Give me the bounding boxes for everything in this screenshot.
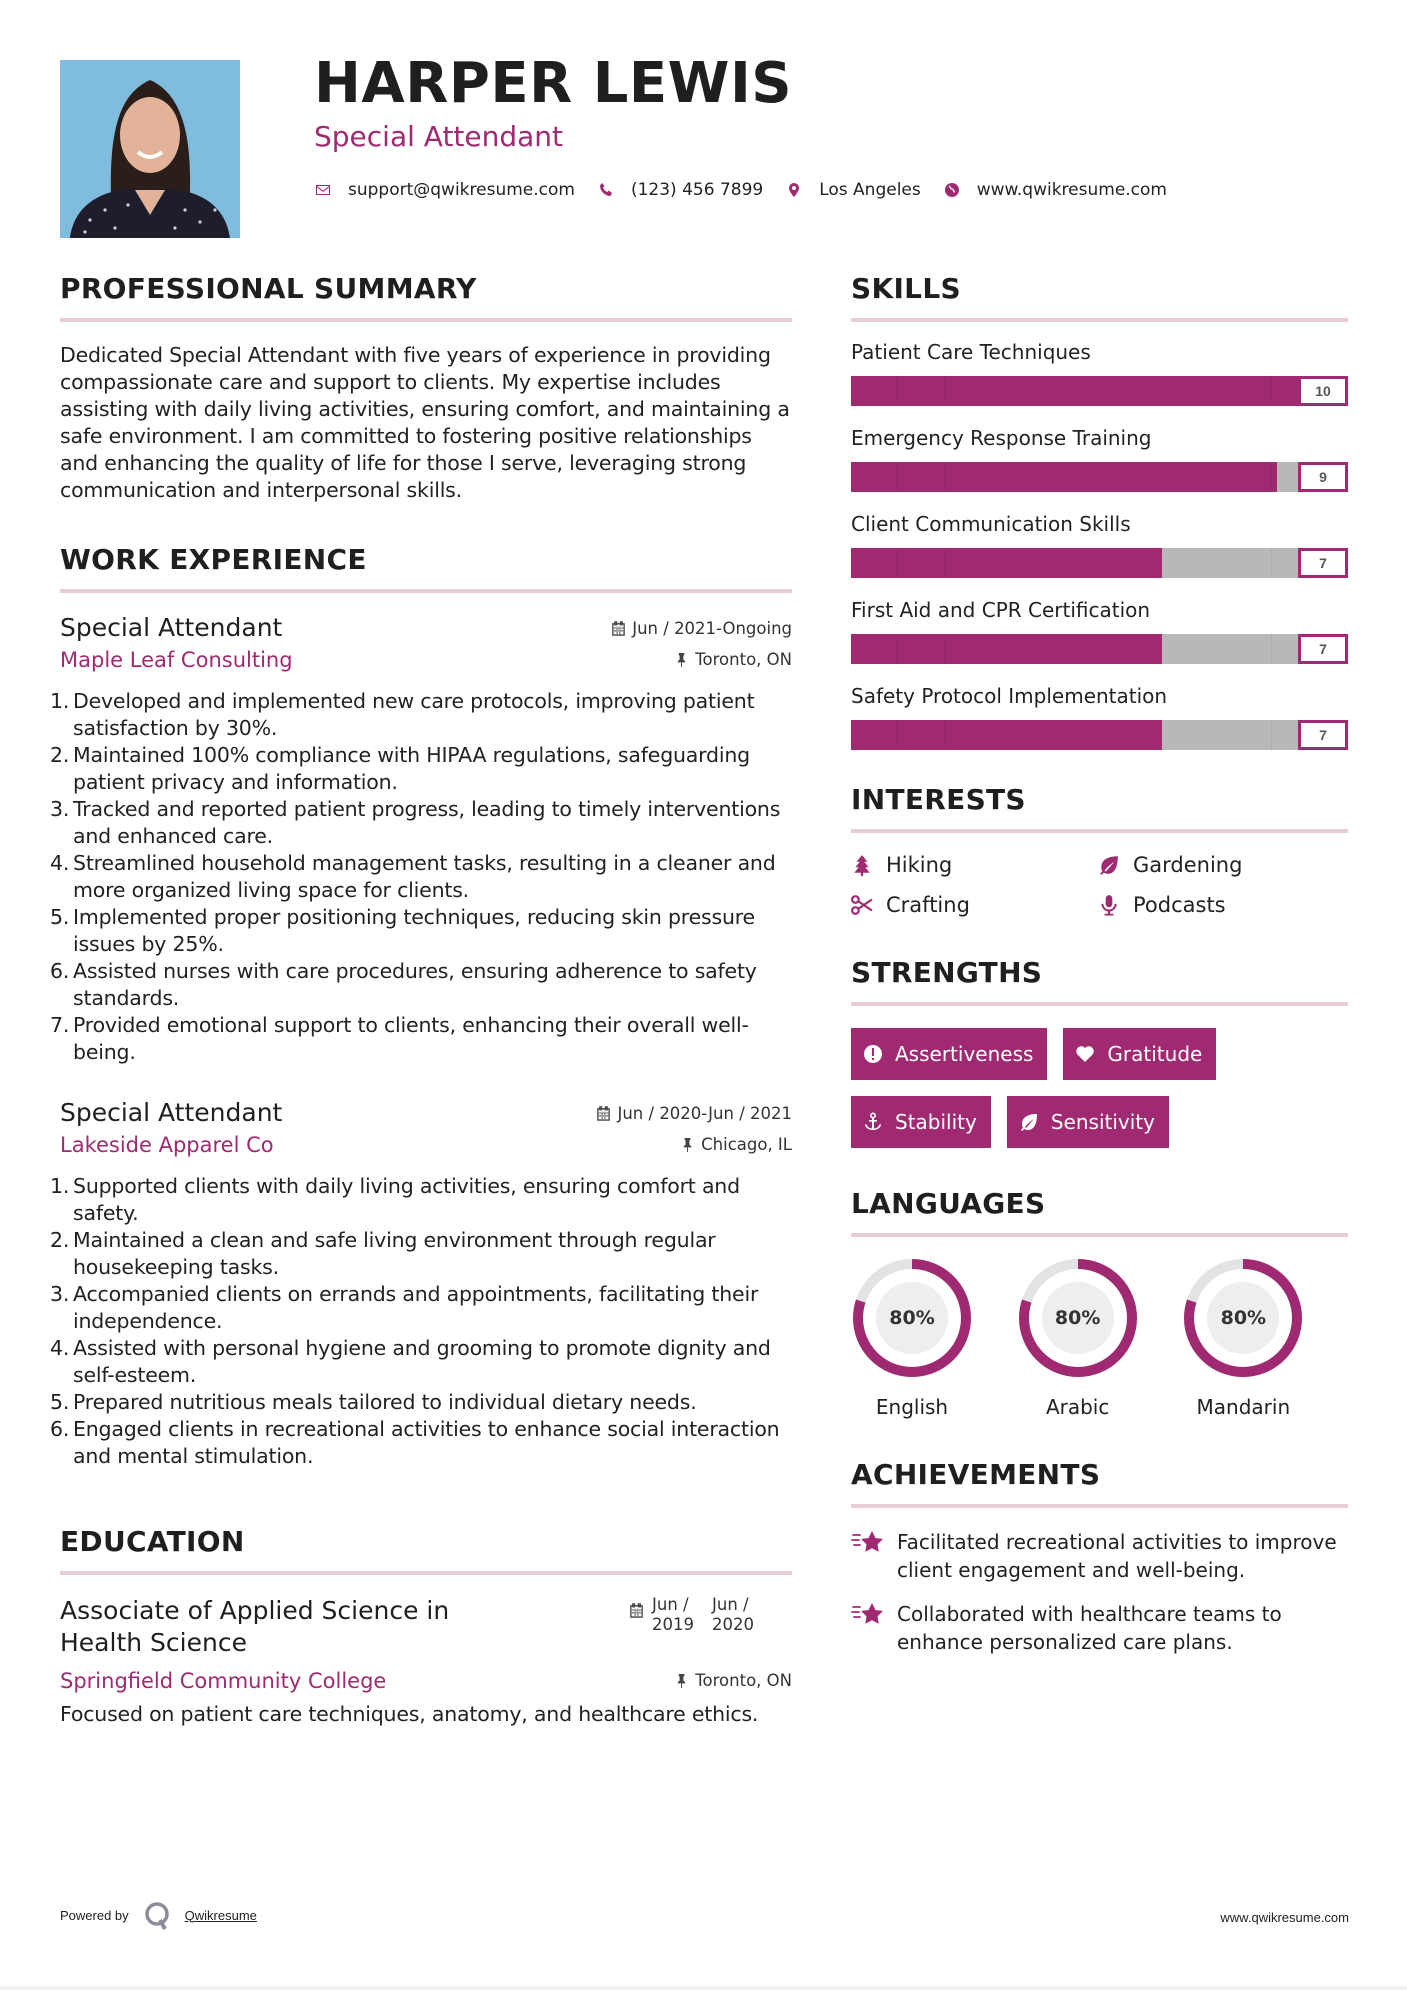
education-description: Focused on patient care techniques, anatomy, and healthcare ethics. [60,1702,759,1726]
skill-bar-fill [851,548,1162,578]
contact-location [785,180,921,200]
skill-name: First Aid and CPR Certification [851,598,1151,622]
contact-website-text: www.qwikresume.com [976,180,1167,200]
summary-text: Dedicated Special Attendant with five years of experience in providing compassionate care and support to clients. My expertise includes assisting with daily living activities, ensuring comfort, and maintaining a safe environment. I am committed to fostering positive relationships and enhancing the quality of life for those I serve, leveraging strong communication and interpersonal skills. [60,343,790,502]
footer-website-link[interactable]: www.qwikresume.com [1220,1910,1349,1925]
summary-heading: PROFESSIONAL SUMMARY [60,272,477,305]
skill-name: Safety Protocol Implementation [851,684,1168,708]
skill-bar-segment [944,634,945,664]
languages-heading: LANGUAGES [851,1187,1046,1220]
skill-item [851,514,1348,578]
skill-item [851,428,1348,492]
section-divider [851,1002,1348,1006]
section-divider [60,589,792,593]
job-bullet: 5. Prepared nutritious meals tailored to individual dietary needs. [50,1390,697,1414]
education-section [60,1525,792,1728]
job-date: Jun / 2020-Jun / 2021 [596,1104,792,1123]
section-divider [851,1504,1348,1508]
section-divider [851,1233,1348,1237]
job-bullet: 7. Provided emotional support to clients, enhancing their overall well-being. [50,1013,749,1064]
language-progress-ring [1182,1257,1304,1379]
job-title: Special Attendant [60,613,283,642]
language-item [851,1257,1017,1419]
job-title: Special Attendant [60,1098,283,1127]
skill-bar-segment [944,548,945,578]
job-bullet: 6. Engaged clients in recreational activities to enhance social interaction and mental stimulation. [50,1417,780,1468]
education-location: Toronto, ON [674,1671,792,1690]
skills-section [851,272,1348,750]
calendar-icon [611,621,626,636]
skill-bar-fill [851,634,1162,664]
degree-title: Associate of Applied Science in Health Science [60,1596,450,1657]
skill-bar-segment [896,634,897,664]
language-percent: 80% [889,1307,935,1329]
contact-location-text: Los Angeles [819,180,921,200]
education-dates [629,1595,772,1635]
languages-list [851,1257,1348,1419]
strength-badge: Gratitude [1063,1028,1216,1080]
skills-list [851,342,1348,750]
shooting-star-icon [851,1600,885,1628]
contact-email-text: support@qwikresume.com [348,180,575,200]
job-entry [50,613,792,1066]
experience-heading: WORK EXPERIENCE [60,543,367,576]
job-bullet: 1. Supported clients with daily living activities, ensuring comfort and safety. [50,1174,740,1225]
interests-section [851,783,1348,917]
summary-section [60,272,792,504]
exclamation-circle-icon [863,1044,883,1064]
skill-bar-segment [1271,376,1272,406]
job-bullet: 2. Maintained a clean and safe living environment through regular housekeeping tasks. [50,1228,716,1279]
education-start: Jun / 2019 [652,1595,694,1634]
achievement-item: Facilitated recreational activities to improve client engagement and well-being. [851,1528,1348,1584]
skill-bar-segment [1271,720,1272,750]
powered-by-label: Powered by [60,1907,129,1923]
interests-heading: INTERESTS [851,783,1026,816]
job-bullet: 3. Tracked and reported patient progress, leading to timely interventions and enhanced care. [50,797,781,848]
skill-bar-segment [896,548,897,578]
footer-powered-by [60,1900,257,1930]
job-bullet: 2. Maintained 100% compliance with HIPAA regulations, safeguarding patient privacy and information. [50,743,750,794]
skill-name: Emergency Response Training [851,426,1152,450]
skill-score: 10 [1298,376,1348,406]
calendar-icon [596,1106,611,1121]
language-item [1182,1257,1348,1419]
job-bullet: 4. Streamlined household management tasks, resulting in a cleaner and more organized living space for clients. [50,851,776,902]
skill-bar [851,376,1348,406]
achievements-section [851,1458,1348,1656]
interest-item: Podcasts [1098,893,1348,917]
skill-bar [851,548,1348,578]
job-bullet: 1. Developed and implemented new care protocols, improving patient satisfaction by 30%. [50,689,755,740]
strengths-heading: STRENGTHS [851,956,1043,989]
skill-score: 9 [1298,462,1348,492]
interest-item: Gardening [1098,853,1348,877]
language-name: Arabic [1045,1395,1110,1419]
microphone-icon [1098,894,1120,916]
skill-bar-segment [944,462,945,492]
skill-bar-segment [1271,462,1272,492]
profile-photo-image [60,60,240,238]
skill-bar [851,462,1348,492]
job-date: Jun / 2021-Ongoing [611,619,792,638]
qwikresume-logo-icon [143,1900,173,1930]
shooting-star-icon [851,1528,885,1556]
pushpin-icon [680,1137,695,1152]
map-pin-icon [785,181,803,199]
skill-score: 7 [1298,634,1348,664]
section-divider [60,1571,792,1575]
job-location: Toronto, ON [674,650,792,669]
experience-section [50,543,792,1470]
strength-badge: Assertiveness [851,1028,1047,1080]
job-company: Maple Leaf Consulting [60,648,293,672]
language-name: English [875,1395,949,1419]
skill-score: 7 [1298,720,1348,750]
skill-bar-segment [944,376,945,406]
school-name: Springfield Community College [60,1669,387,1693]
scissors-icon [851,894,873,916]
skill-bar-fill [851,376,1348,406]
heart-icon [1075,1044,1095,1064]
strength-badge: Stability [851,1096,991,1148]
achievement-item: Collaborated with healthcare teams to enhance personalized care plans. [851,1600,1348,1656]
candidate-title: Special Attendant [314,120,564,153]
candidate-name: HARPER LEWIS [314,51,793,116]
contact-phone-text: (123) 456 7899 [630,180,764,200]
tree-icon [851,854,873,876]
skills-heading: SKILLS [851,272,961,305]
skill-item [851,686,1348,750]
skill-score: 7 [1298,548,1348,578]
right-column [851,272,1348,1672]
education-entry [60,1595,792,1728]
anchor-icon [863,1112,883,1132]
skill-bar-segment [1271,634,1272,664]
skill-bar-segment [896,462,897,492]
left-column [50,272,792,1746]
job-company: Lakeside Apparel Co [60,1133,274,1157]
strengths-section [851,956,1348,1148]
achievements-heading: ACHIEVEMENTS [851,1458,1101,1491]
language-name: Mandarin [1196,1395,1291,1419]
section-divider [60,318,792,322]
skill-bar-fill [851,462,1277,492]
skill-name: Client Communication Skills [851,512,1131,536]
envelope-icon [314,181,332,199]
skill-bar [851,634,1348,664]
section-divider [851,318,1348,322]
skill-item [851,600,1348,664]
job-bullet: 6. Assisted nurses with care procedures, ensuring adherence to safety standards. [50,959,757,1010]
job-bullet: 4. Assisted with personal hygiene and grooming to promote dignity and self-esteem. [50,1336,771,1387]
skill-bar [851,720,1348,750]
skill-item [851,342,1348,406]
education-heading: EDUCATION [60,1525,245,1558]
contact-phone[interactable] [597,180,763,200]
skill-name: Patient Care Techniques [851,340,1091,364]
interest-item: Hiking [851,853,1098,877]
calendar-icon [629,1603,644,1618]
contact-website[interactable] [943,180,1167,200]
strength-badge: Sensitivity [1007,1096,1169,1148]
qwikresume-link[interactable]: Qwikresume [184,1907,257,1923]
language-progress-ring [851,1257,973,1379]
skill-bar-fill [851,720,1162,750]
skill-bar-segment [896,720,897,750]
contact-bar [314,180,1189,200]
interests-list [851,853,1348,917]
skill-bar-segment [1271,548,1272,578]
language-item [1017,1257,1183,1419]
bottom-strip [0,1986,1407,1990]
job-location: Chicago, IL [680,1135,792,1154]
job-bullets [50,688,792,1066]
education-end: Jun / 2020 [712,1595,754,1634]
job-bullet: 3. Accompanied clients on errands and appointments, facilitating their independence. [50,1282,759,1333]
job-bullets [50,1173,792,1470]
leaf-icon [1019,1112,1039,1132]
strengths-list [851,1028,1348,1148]
job-bullet: 5. Implemented proper positioning techniques, reducing skin pressure issues by 25%. [50,905,755,956]
globe-icon [943,181,961,199]
language-percent: 80% [1054,1307,1101,1329]
skill-bar-segment [944,720,945,750]
contact-email[interactable] [314,180,575,200]
pushpin-icon [674,652,689,667]
interest-item: Crafting [851,893,1098,917]
skill-bar-segment [896,376,897,406]
phone-icon [597,181,615,199]
section-divider [851,829,1348,833]
pushpin-icon [674,1673,689,1688]
job-entry [50,1098,792,1470]
language-progress-ring [1017,1257,1139,1379]
profile-photo [60,60,240,238]
leaf-icon [1098,854,1120,876]
language-percent: 80% [1220,1307,1267,1329]
languages-section [851,1187,1348,1419]
